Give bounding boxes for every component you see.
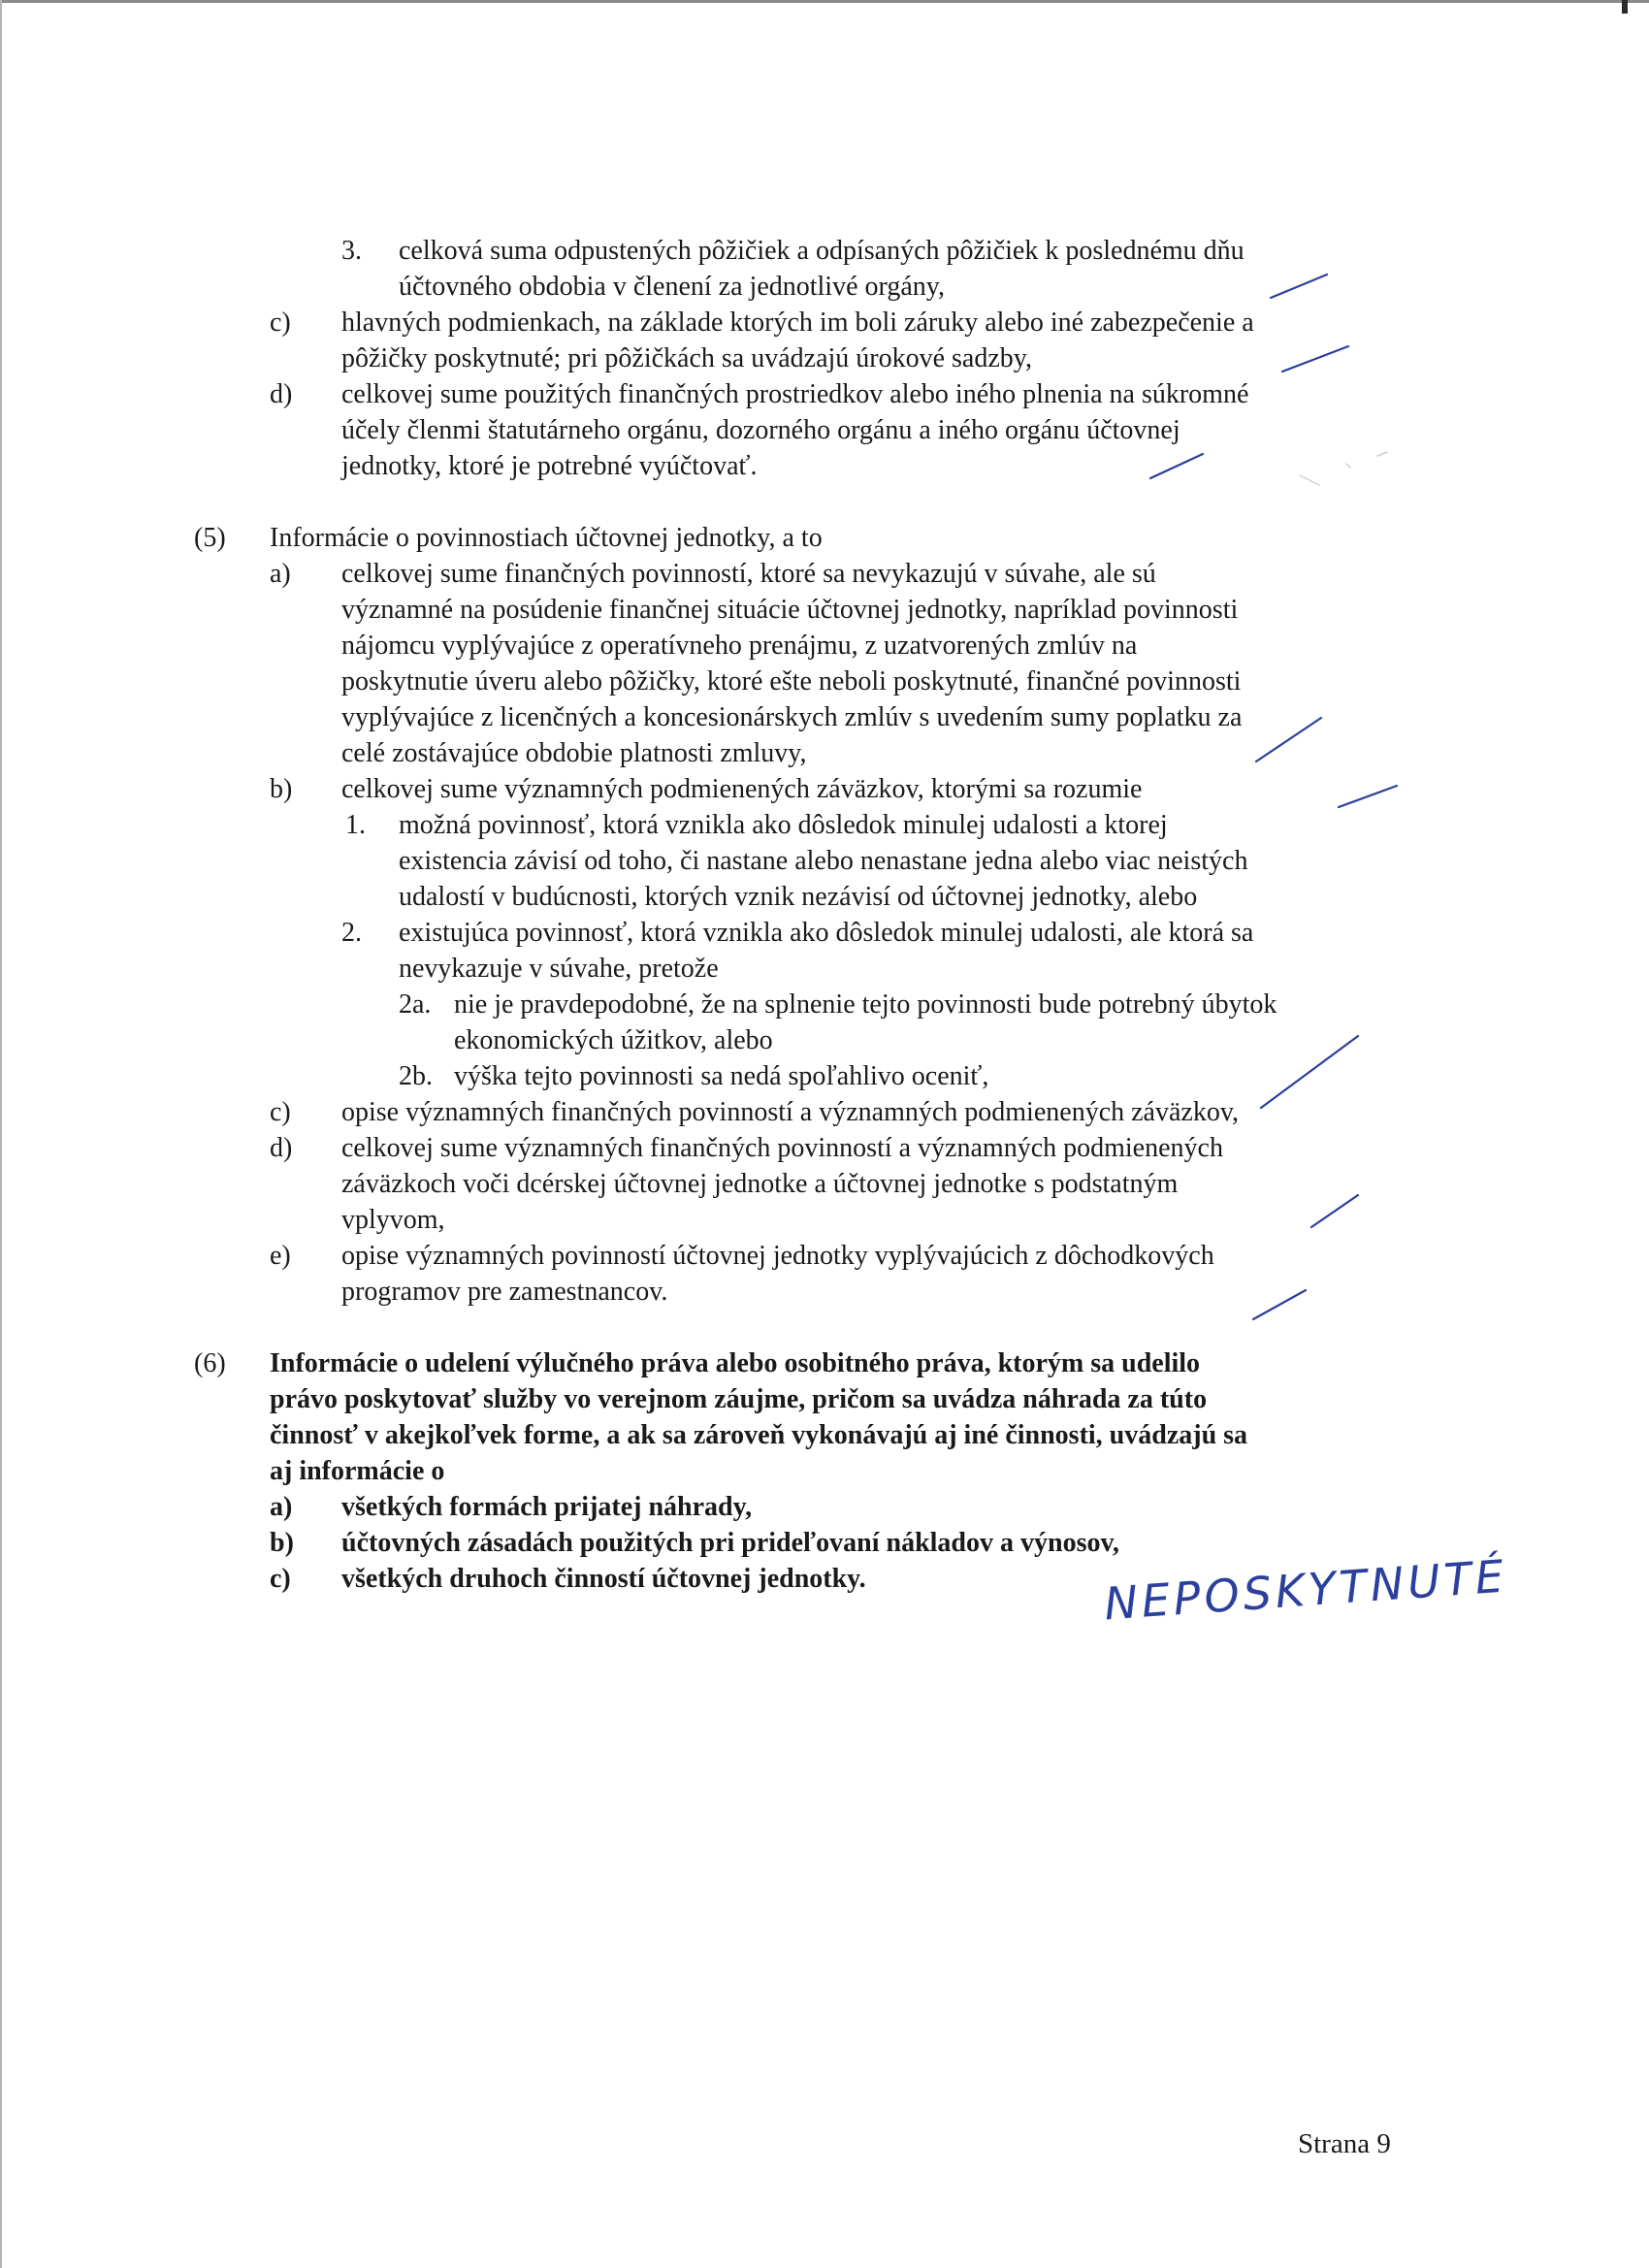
s6-c-line: všetkých druhoch činností účtovnej jednotky. — [341, 1564, 866, 1594]
s5-e-label: e) — [270, 1241, 291, 1271]
s6-line-1: Informácie o udelení výlučného práva alebo osobitného práva, ktorým sa udelilo — [270, 1348, 1201, 1378]
s6-b-line: účtovných zásadách použitých pri prideľovaní nákladov a výnosov, — [341, 1528, 1119, 1558]
check-stroke — [1282, 346, 1348, 372]
s5-a-line-2: významné na posúdenie finančnej situácie účtovnej jednotky, napríklad povinnosti — [341, 595, 1239, 625]
s5-b2a-line-1: nie je pravdepodobné, že na splnenie tejto povinnosti bude potrebný úbytok — [454, 989, 1277, 1020]
s5-a-line-6: celé zostávajúce obdobie platnosti zmluvy, — [341, 738, 807, 768]
check-stroke — [1253, 1290, 1306, 1319]
check-stroke — [1150, 454, 1203, 478]
s6-line-2: právo poskytovať služby vo verejnom záujme, pričom sa uvádza náhrada za túto — [270, 1384, 1208, 1414]
section-6-number: (6) — [194, 1348, 226, 1378]
item-d-line-3: jednotky, ktoré je potrebné vyúčtovať. — [341, 451, 758, 481]
s5-a-line-1: celkovej sume finančných povinností, ktoré sa nevykazujú v súvahe, ale sú — [341, 559, 1156, 589]
s5-d-line-2: záväzkoch voči dcérskej účtovnej jednotke a účtovnej jednotke s podstatným — [341, 1169, 1179, 1199]
s5-b1-line-1: možná povinnosť, ktorá vznikla ako dôsledok minulej udalosti a ktorej — [399, 810, 1168, 840]
s5-c-label: c) — [270, 1097, 291, 1127]
page-number: Strana 9 — [1298, 2128, 1391, 2159]
s5-a-line-5: vyplývajúce z licenčných a koncesionárskych zmlúv s uvedením sumy poplatku za — [341, 702, 1243, 732]
item-c-label: c) — [270, 308, 291, 338]
s5-d-line-3: vplyvom, — [341, 1205, 445, 1235]
s5-a-line-4: poskytnutie úveru alebo pôžičky, ktoré ešte neboli poskytnuté, finančné povinnosti — [341, 666, 1242, 697]
s5-d-label: d) — [270, 1133, 293, 1163]
s5-a-label: a) — [270, 559, 291, 589]
s6-c-label: c) — [270, 1564, 291, 1594]
s6-line-3: činnosť v akejkoľvek forme, a ak sa zároveň vykonávajú aj iné činnosti, uvádzajú sa — [270, 1420, 1248, 1450]
item-3-line-1: celková suma odpustených pôžičiek a odpísaných pôžičiek k poslednému dňu — [399, 236, 1245, 266]
s5-b-label: b) — [270, 774, 293, 804]
item-3-line-2: účtovného obdobia v členení za jednotlivé orgány, — [399, 272, 945, 302]
item-d-line-1: celkovej sume použitých finančných prostriedkov alebo iného plnenia na súkromné — [341, 379, 1249, 409]
s5-b2-line-1: existujúca povinnosť, ktorá vznikla ako dôsledok minulej udalosti, ale ktorá sa — [399, 918, 1254, 948]
handwritten-note — [1102, 1549, 1509, 1641]
s5-b1-line-2: existencia závisí od toho, či nastane alebo nenastane jedna alebo viac neistých — [399, 846, 1248, 876]
s5-b-line: celkovej sume významných podmienených záväzkov, ktorými sa rozumie — [341, 774, 1143, 804]
s5-b2b-line: výška tejto povinnosti sa nedá spoľahlivo oceniť, — [454, 1061, 989, 1091]
item-c-line-2: pôžičky poskytnuté; pri pôžičkách sa uvádzajú úrokové sadzby, — [341, 343, 1032, 373]
section-5-heading: Informácie o povinnostiach účtovnej jednotky, a to — [270, 523, 823, 553]
s5-b1-line-3: udalostí v budúcnosti, ktorých vznik nezávisí od účtovnej jednotky, alebo — [399, 882, 1198, 912]
section-5-number: (5) — [194, 523, 226, 553]
check-stroke — [1271, 275, 1327, 298]
item-c-line-1: hlavných podmienkach, na základe ktorých im boli záruky alebo iné zabezpečenie a — [341, 308, 1254, 338]
check-stroke — [1256, 718, 1321, 761]
s6-a-line: všetkých formách prijatej náhrady, — [341, 1492, 753, 1522]
s5-b2-line-2: nevykazuje v súvahe, pretože — [399, 954, 719, 984]
item-d-label: d) — [270, 379, 293, 409]
s5-d-line-1: celkovej sume významných finančných povinností a významných podmienených — [341, 1133, 1223, 1163]
s5-e-line-2: programov pre zamestnancov. — [341, 1277, 668, 1307]
scan-smudge — [1300, 452, 1387, 485]
s5-a-line-3: nájomcu vyplývajúce z operatívneho prenájmu, z uzatvorených zmlúv na — [341, 631, 1138, 661]
s5-b2-number: 2. — [341, 918, 362, 948]
check-stroke — [1339, 786, 1397, 807]
s5-b2a-line-2: ekonomických úžitkov, alebo — [454, 1025, 773, 1055]
s6-b-label: b) — [270, 1528, 294, 1558]
s6-line-4: aj informácie o — [270, 1456, 445, 1486]
check-stroke — [1261, 1036, 1358, 1108]
s6-a-label: a) — [270, 1492, 293, 1522]
s5-b1-number: 1. — [345, 810, 366, 840]
s5-b2b-number: 2b. — [399, 1061, 433, 1091]
item-3-number: 3. — [341, 236, 362, 266]
s5-e-line-1: opise významných povinností účtovnej jednotky vyplývajúcich z dôchodkových — [341, 1241, 1214, 1271]
item-d-line-2: účely členmi štatutárneho orgánu, dozorného orgánu a iného orgánu účtovnej — [341, 415, 1180, 445]
s5-c-line: opise významných finančných povinností a významných podmienených záväzkov, — [341, 1097, 1240, 1127]
check-stroke — [1311, 1195, 1358, 1227]
handwritten-note-text: NEPOSKYTNUTÉ — [1102, 1549, 1509, 1631]
s5-b2a-number: 2a. — [399, 989, 432, 1020]
